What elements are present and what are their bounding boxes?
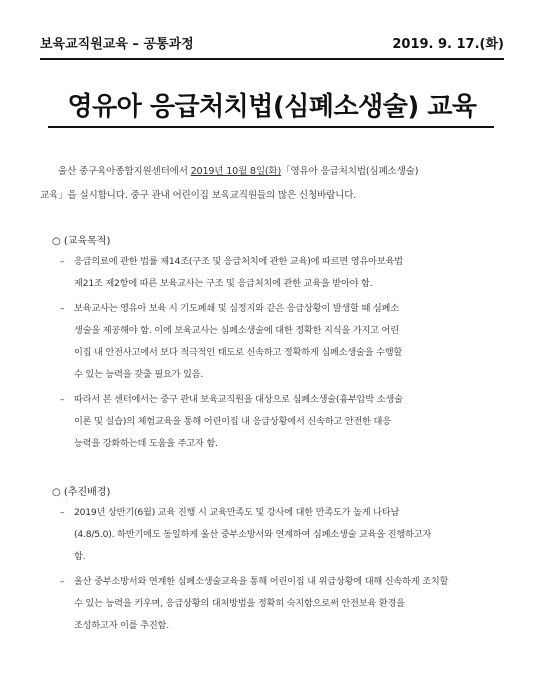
bullet-dash: –: [60, 507, 65, 518]
section-purpose-bullets: [60, 251, 504, 458]
section-background-bullets: [60, 502, 504, 640]
bullet-dash: –: [60, 303, 65, 314]
intro-line-1-post: 「영유아 응급처치법(심폐소생술): [281, 166, 419, 177]
list-item: [60, 502, 504, 568]
bullet-dash: –: [60, 394, 65, 405]
bullet-line: 따라서 본 센터에서는 중구 관내 보육교직원을 대상으로 심폐소생술(흉부압박 소생술: [74, 394, 403, 405]
bullet-dash: –: [60, 576, 65, 587]
document-header: [40, 33, 504, 53]
list-item: [60, 389, 504, 455]
section-heading-background: ○ (추진배경): [52, 487, 111, 498]
bullet-line: 수 있는 능력을 키우며, 응급상황의 대처방법을 정확히 숙지함으로써 안전보육 환경을: [74, 598, 405, 609]
bullet-line: 수 있는 능력을 갖출 필요가 있음.: [74, 369, 204, 380]
intro-line-2: 교육」을 실시합니다. 중구 관내 어린이집 보육교직원들의 많은 신청바랍니다.: [40, 190, 357, 201]
header-rule: [40, 58, 504, 60]
list-item: [60, 251, 504, 295]
list-item: [60, 298, 504, 386]
bullet-line: 생술을 제공해야 함. 이에 보육교사는 심폐소생술에 대한 정확한 지식을 가지고 어린: [74, 325, 399, 336]
bullet-dash: –: [60, 256, 65, 267]
bullet-line: 이론 및 실습)의 체험교육을 통해 어린이집 내 응급상황에서 신속하고 안전한 대응: [74, 416, 391, 427]
document-title: 영유아 응급처치법(심폐소생술) 교육: [67, 92, 477, 122]
bullet-line: 제21조 제2항에 따른 보육교사는 구조 및 응급처치에 관한 교육을 받아야 함.: [74, 278, 373, 289]
document-date: 2019. 9. 17.(화): [392, 37, 504, 52]
section-heading-purpose: ○ (교육목적): [52, 236, 111, 247]
bullet-line: 조성하고자 이를 추진함.: [74, 620, 169, 631]
bullet-line: 이집 내 안전사고에서 보다 적극적인 태도로 신속하고 정확하게 심폐소생술을 수행할: [74, 347, 403, 358]
bullet-line: (4.8/5.0). 하반기에도 동일하게 울산 중부소방서와 연계하여 심폐소생술 교육을 진행하고자: [74, 529, 432, 540]
course-label: 보육교직원교육 – 공통과정: [40, 37, 194, 52]
bullet-line: 울산 중부소방서와 연계한 심폐소생술교육을 통해 어린이집 내 위급상황에 대해 신속하게 조치할: [74, 576, 449, 587]
bullet-line: 보육교사는 영유아 보육 시 기도폐쇄 및 심정지와 같은 응급상황이 발생할 때 심폐소: [74, 303, 399, 314]
bullet-line: 2019년 상반기(6월) 교육 진행 시 교육만족도 및 강사에 대한 만족도가 높게 나타남: [74, 507, 400, 518]
bullet-line: 응급의료에 관한 법률 제14조(구조 및 응급처치에 관한 교육)에 따르면 영유아보육법: [74, 256, 403, 267]
intro-paragraph: [40, 160, 504, 208]
intro-date: 2019년 10월 8일(화): [190, 166, 282, 177]
title-rule: [48, 126, 494, 128]
bullet-line: 함.: [74, 551, 86, 562]
list-item: [60, 571, 504, 637]
intro-line-1-pre: 울산 중구육아종합지원센터에서: [58, 166, 191, 177]
bullet-line: 능력을 강화하는데 도움을 주고자 함.: [74, 438, 218, 449]
intro-line-1: [40, 160, 504, 184]
